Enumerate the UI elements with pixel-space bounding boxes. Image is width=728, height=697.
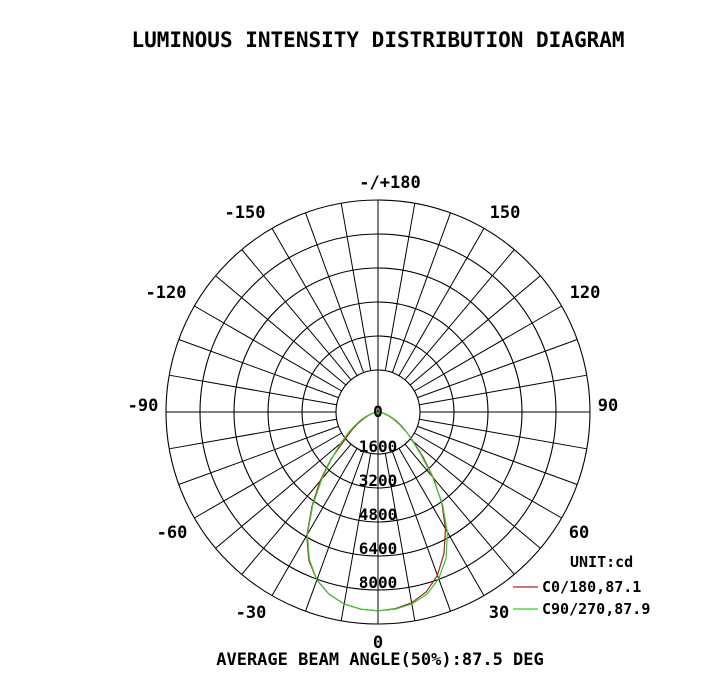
- angle-label-neg90: -90: [127, 396, 159, 416]
- angle-label-30: 30: [488, 603, 510, 623]
- grid-spoke: [179, 339, 339, 397]
- grid-spoke: [169, 419, 336, 449]
- angle-label-90: 90: [597, 396, 619, 416]
- radial-tick-label: 6400: [358, 539, 398, 558]
- angle-label-180: -/+180: [359, 173, 421, 193]
- grid-spoke: [405, 250, 514, 380]
- angle-label-neg120: -120: [145, 283, 187, 303]
- radial-tick-label: 4800: [358, 505, 398, 524]
- angle-label-60: 60: [568, 523, 590, 543]
- grid-spoke: [179, 426, 339, 484]
- grid-spoke: [417, 426, 577, 484]
- radial-tick-label: 1600: [358, 437, 398, 456]
- grid-spoke: [305, 451, 363, 611]
- beam-angle-footer: AVERAGE BEAM ANGLE(50%):87.5 DEG: [216, 650, 544, 670]
- grid-spoke: [169, 375, 336, 405]
- grid-spoke: [341, 203, 371, 370]
- grid-spoke: [392, 213, 450, 373]
- grid-spoke: [216, 439, 346, 548]
- radial-tick-label: 0: [373, 402, 383, 421]
- grid-spoke: [419, 419, 586, 449]
- grid-spoke: [242, 250, 351, 380]
- grid-spoke: [385, 203, 415, 370]
- angle-label-150: 150: [489, 203, 521, 223]
- grid-spoke: [405, 444, 514, 574]
- legend-label: C0/180,87.1: [542, 578, 642, 596]
- radial-tick-label: 3200: [358, 471, 398, 490]
- chart-title: LUMINOUS INTENSITY DISTRIBUTION DIAGRAM: [131, 28, 625, 52]
- angle-label-neg60: -60: [156, 523, 188, 543]
- grid-spoke: [305, 213, 363, 373]
- radial-tick-label: 8000: [358, 573, 398, 592]
- angle-label-120: 120: [569, 283, 601, 303]
- grid-spoke: [417, 339, 577, 397]
- angle-label-neg150: -150: [224, 203, 266, 223]
- grid-spoke: [392, 451, 450, 611]
- grid-spoke: [419, 375, 586, 405]
- legend-label: C90/270,87.9: [542, 600, 651, 618]
- angle-label-neg30: -30: [235, 603, 267, 623]
- grid-spoke: [242, 444, 351, 574]
- legend: [513, 553, 650, 618]
- unit-label: UNIT:cd: [570, 553, 634, 571]
- grid-spoke: [410, 276, 540, 385]
- grid-spoke: [216, 276, 346, 385]
- angle-label-0: 0: [372, 633, 384, 653]
- grid-spoke: [410, 439, 540, 548]
